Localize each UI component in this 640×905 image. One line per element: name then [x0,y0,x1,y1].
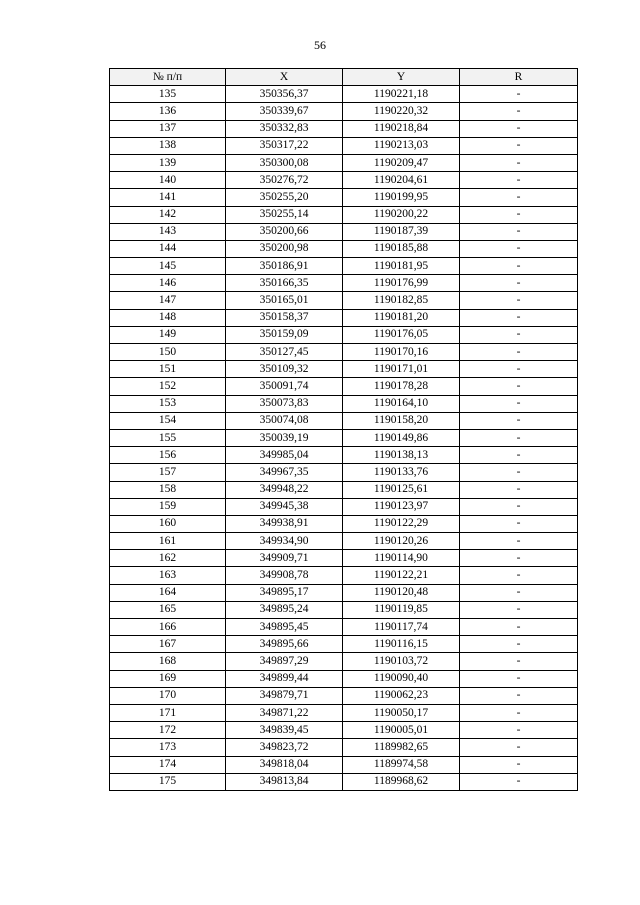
cell-y: 1190185,88 [343,240,460,257]
cell-y: 1190120,26 [343,533,460,550]
cell-number: 150 [110,344,226,361]
cell-number: 145 [110,258,226,275]
cell-y: 1190209,47 [343,154,460,171]
cell-x: 349985,04 [226,447,343,464]
cell-r: - [460,137,578,154]
table-row [110,481,578,498]
table-row [110,515,578,532]
table-row [110,395,578,412]
table-row [110,739,578,756]
cell-x: 349871,22 [226,704,343,721]
cell-number: 158 [110,481,226,498]
cell-number: 153 [110,395,226,412]
header-cell-x: X [226,69,343,86]
cell-x: 350159,09 [226,326,343,343]
cell-x: 349895,17 [226,584,343,601]
cell-number: 141 [110,189,226,206]
table-row [110,86,578,103]
cell-y: 1189974,58 [343,756,460,773]
cell-number: 160 [110,515,226,532]
cell-y: 1190199,95 [343,189,460,206]
cell-number: 152 [110,378,226,395]
cell-x: 350073,83 [226,395,343,412]
cell-x: 350339,67 [226,103,343,120]
cell-number: 151 [110,361,226,378]
cell-number: 161 [110,533,226,550]
cell-r: - [460,498,578,515]
cell-r: - [460,584,578,601]
cell-number: 156 [110,447,226,464]
table-row [110,172,578,189]
table-row [110,120,578,137]
cell-y: 1190123,97 [343,498,460,515]
cell-number: 140 [110,172,226,189]
table-row [110,429,578,446]
cell-r: - [460,447,578,464]
cell-number: 166 [110,619,226,636]
table-row [110,137,578,154]
cell-number: 157 [110,464,226,481]
cell-number: 162 [110,550,226,567]
cell-y: 1190204,61 [343,172,460,189]
table-row [110,704,578,721]
cell-r: - [460,515,578,532]
cell-y: 1189982,65 [343,739,460,756]
cell-r: - [460,601,578,618]
cell-x: 349813,84 [226,773,343,790]
cell-x: 349895,66 [226,636,343,653]
cell-y: 1190158,20 [343,412,460,429]
table-row [110,412,578,429]
header-row [110,69,578,86]
cell-number: 148 [110,309,226,326]
cell-y: 1190103,72 [343,653,460,670]
cell-r: - [460,550,578,567]
cell-r: - [460,773,578,790]
table-row [110,447,578,464]
cell-x: 349895,24 [226,601,343,618]
cell-number: 143 [110,223,226,240]
cell-r: - [460,481,578,498]
cell-r: - [460,670,578,687]
table-row [110,103,578,120]
table-row [110,240,578,257]
cell-x: 350255,20 [226,189,343,206]
cell-r: - [460,464,578,481]
cell-x: 349967,35 [226,464,343,481]
cell-r: - [460,344,578,361]
cell-y: 1190181,20 [343,309,460,326]
cell-number: 135 [110,86,226,103]
cell-r: - [460,533,578,550]
table-row [110,550,578,567]
cell-r: - [460,653,578,670]
cell-x: 350039,19 [226,429,343,446]
page-number: 56 [314,38,326,52]
cell-y: 1190138,13 [343,447,460,464]
table-row [110,567,578,584]
table-row [110,636,578,653]
cell-number: 139 [110,154,226,171]
table-row [110,154,578,171]
table-row [110,722,578,739]
cell-y: 1190171,01 [343,361,460,378]
cell-r: - [460,103,578,120]
cell-y: 1190221,18 [343,86,460,103]
cell-number: 165 [110,601,226,618]
cell-y: 1190218,84 [343,120,460,137]
cell-y: 1190005,01 [343,722,460,739]
cell-number: 137 [110,120,226,137]
header-cell-number: № п/п [110,69,226,86]
cell-number: 168 [110,653,226,670]
cell-y: 1190114,90 [343,550,460,567]
cell-r: - [460,86,578,103]
cell-r: - [460,240,578,257]
cell-number: 169 [110,670,226,687]
cell-x: 349818,04 [226,756,343,773]
cell-number: 155 [110,429,226,446]
cell-r: - [460,172,578,189]
cell-x: 350276,72 [226,172,343,189]
cell-x: 350158,37 [226,309,343,326]
cell-number: 167 [110,636,226,653]
cell-y: 1190213,03 [343,137,460,154]
cell-number: 144 [110,240,226,257]
cell-y: 1190164,10 [343,395,460,412]
cell-r: - [460,429,578,446]
table-row [110,292,578,309]
cell-y: 1190176,99 [343,275,460,292]
cell-x: 349839,45 [226,722,343,739]
table-row [110,533,578,550]
table-row [110,223,578,240]
cell-r: - [460,756,578,773]
cell-y: 1190170,16 [343,344,460,361]
header-cell-r: R [460,69,578,86]
cell-x: 350186,91 [226,258,343,275]
cell-x: 349934,90 [226,533,343,550]
cell-r: - [460,636,578,653]
cell-y: 1190116,15 [343,636,460,653]
cell-number: 159 [110,498,226,515]
cell-y: 1190050,17 [343,704,460,721]
cell-x: 350091,74 [226,378,343,395]
cell-y: 1190117,74 [343,619,460,636]
cell-x: 349909,71 [226,550,343,567]
cell-y: 1190133,76 [343,464,460,481]
cell-number: 172 [110,722,226,739]
cell-x: 349895,45 [226,619,343,636]
cell-y: 1190200,22 [343,206,460,223]
cell-number: 171 [110,704,226,721]
table-row [110,601,578,618]
table-row [110,189,578,206]
cell-y: 1190176,05 [343,326,460,343]
cell-x: 350300,08 [226,154,343,171]
cell-y: 1190181,95 [343,258,460,275]
cell-y: 1190090,40 [343,670,460,687]
cell-x: 350255,14 [226,206,343,223]
table-row [110,275,578,292]
cell-r: - [460,567,578,584]
cell-x: 350109,32 [226,361,343,378]
cell-r: - [460,258,578,275]
cell-x: 350317,22 [226,137,343,154]
cell-r: - [460,361,578,378]
cell-r: - [460,120,578,137]
cell-r: - [460,722,578,739]
cell-r: - [460,223,578,240]
table-row [110,498,578,515]
cell-x: 350356,37 [226,86,343,103]
cell-number: 146 [110,275,226,292]
cell-x: 350074,08 [226,412,343,429]
table-row [110,464,578,481]
cell-x: 349897,29 [226,653,343,670]
cell-x: 350165,01 [226,292,343,309]
cell-y: 1190182,85 [343,292,460,309]
table-row [110,756,578,773]
table-header [110,69,578,86]
table-row [110,361,578,378]
cell-r: - [460,704,578,721]
cell-y: 1190062,23 [343,687,460,704]
cell-y: 1190178,28 [343,378,460,395]
cell-number: 147 [110,292,226,309]
cell-x: 349945,38 [226,498,343,515]
cell-number: 170 [110,687,226,704]
cell-y: 1190125,61 [343,481,460,498]
coordinates-table [109,68,578,791]
cell-y: 1190149,86 [343,429,460,446]
cell-x: 349823,72 [226,739,343,756]
cell-number: 142 [110,206,226,223]
cell-number: 154 [110,412,226,429]
cell-y: 1190122,29 [343,515,460,532]
cell-r: - [460,189,578,206]
table-body [110,86,578,791]
cell-y: 1190220,32 [343,103,460,120]
cell-r: - [460,395,578,412]
table-row [110,773,578,790]
cell-r: - [460,326,578,343]
table-row [110,344,578,361]
cell-r: - [460,275,578,292]
cell-number: 136 [110,103,226,120]
table-row [110,378,578,395]
table-row [110,258,578,275]
cell-x: 349899,44 [226,670,343,687]
cell-y: 1190119,85 [343,601,460,618]
cell-r: - [460,292,578,309]
cell-r: - [460,309,578,326]
cell-number: 175 [110,773,226,790]
cell-number: 173 [110,739,226,756]
cell-y: 1189968,62 [343,773,460,790]
cell-x: 350332,83 [226,120,343,137]
cell-r: - [460,154,578,171]
table-row [110,309,578,326]
cell-r: - [460,378,578,395]
cell-x: 350127,45 [226,344,343,361]
cell-number: 174 [110,756,226,773]
table-row [110,619,578,636]
cell-y: 1190187,39 [343,223,460,240]
cell-x: 349938,91 [226,515,343,532]
cell-x: 349908,78 [226,567,343,584]
cell-number: 149 [110,326,226,343]
cell-r: - [460,412,578,429]
cell-r: - [460,687,578,704]
table-row [110,584,578,601]
table-row [110,206,578,223]
cell-x: 349879,71 [226,687,343,704]
cell-y: 1190122,21 [343,567,460,584]
cell-x: 350200,66 [226,223,343,240]
cell-number: 138 [110,137,226,154]
table-row [110,687,578,704]
cell-r: - [460,206,578,223]
cell-x: 350200,98 [226,240,343,257]
cell-number: 163 [110,567,226,584]
table-row [110,670,578,687]
cell-r: - [460,739,578,756]
cell-r: - [460,619,578,636]
cell-x: 349948,22 [226,481,343,498]
cell-y: 1190120,48 [343,584,460,601]
table-row [110,326,578,343]
table-row [110,653,578,670]
cell-x: 350166,35 [226,275,343,292]
header-cell-y: Y [343,69,460,86]
cell-number: 164 [110,584,226,601]
